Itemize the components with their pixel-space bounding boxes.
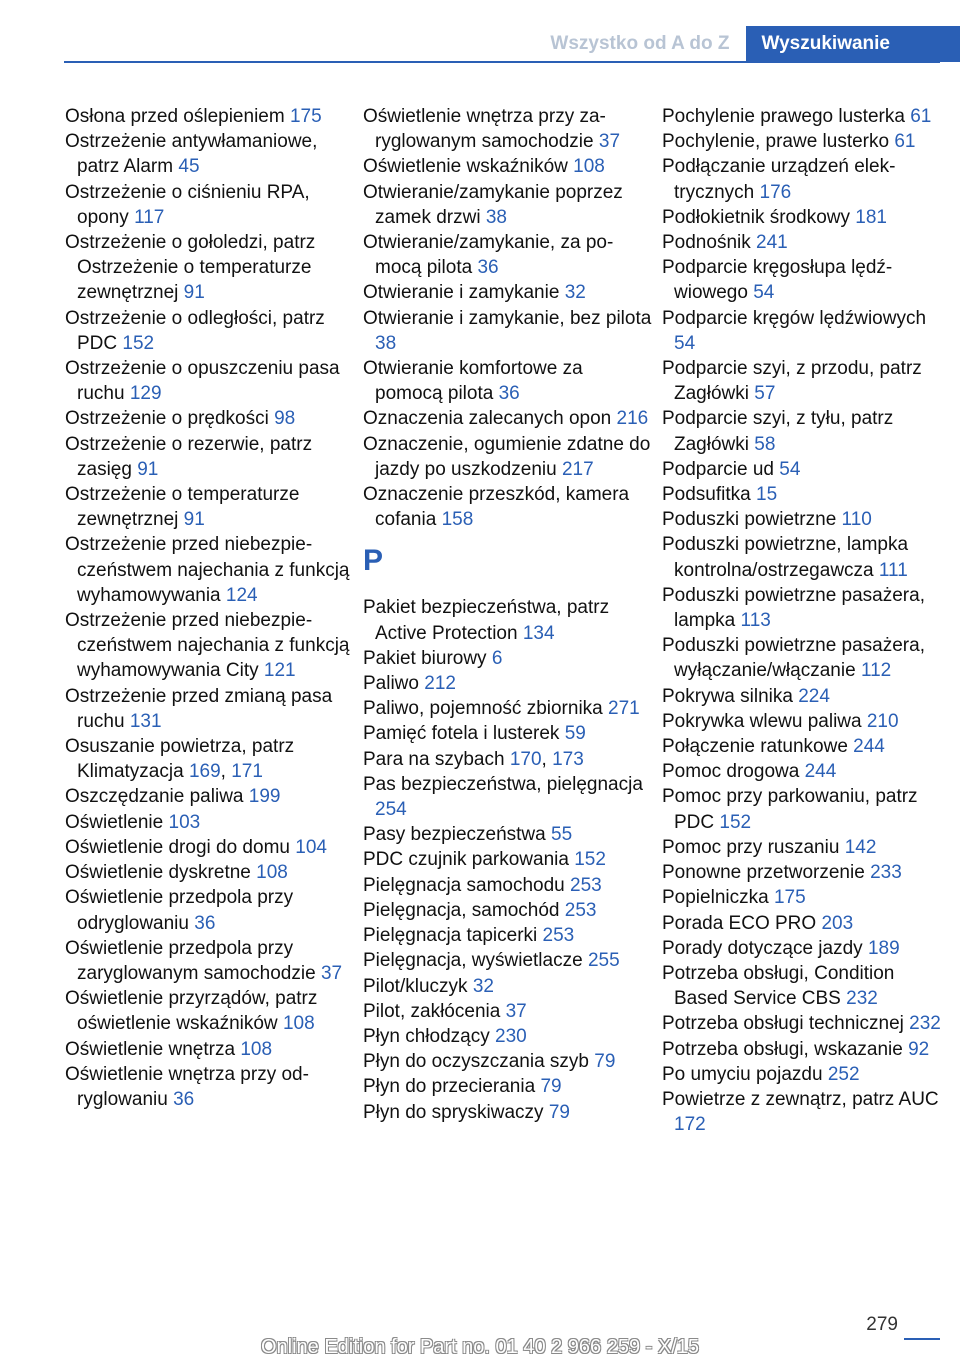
page-reference-link[interactable]: 79 xyxy=(540,1076,562,1098)
page-reference-link[interactable]: 104 xyxy=(295,836,327,858)
page-reference-link[interactable]: 124 xyxy=(225,584,258,606)
page-reference-link[interactable]: 230 xyxy=(495,1025,527,1047)
page-reference-link[interactable]: 172 xyxy=(674,1114,706,1136)
index-entry xyxy=(662,1037,952,1062)
page-reference-link[interactable]: 79 xyxy=(594,1051,616,1073)
index-entry xyxy=(363,230,653,280)
index-entry xyxy=(65,885,355,935)
index-entry-text: PDC czujnik parkowania xyxy=(363,849,569,871)
index-entry-text: Oznaczenia zalecanych opon xyxy=(363,408,612,430)
index-entry xyxy=(363,356,653,406)
index-entry xyxy=(662,482,952,507)
index-column-2 xyxy=(363,104,653,1125)
index-entry xyxy=(662,583,952,633)
index-entry xyxy=(65,1062,355,1112)
index-entry-text: Oświetlenie wnętrza przy zaryglowanym samochodzie xyxy=(363,106,606,153)
page-reference-link[interactable]: 232 xyxy=(846,988,878,1010)
index-entry-text: Ostrzeżenie o opuszczeniu pasa ruchu xyxy=(65,358,340,405)
page-reference-link[interactable]: 175 xyxy=(289,106,322,127)
index-entry-text: Oszczędzanie paliwa xyxy=(65,786,244,808)
index-entry xyxy=(662,835,952,860)
index-entry xyxy=(662,911,952,936)
page-reference-link[interactable]: 54 xyxy=(753,282,775,304)
index-entry xyxy=(65,986,355,1036)
index-entry-text: Podsufitka xyxy=(662,484,751,506)
index-entry xyxy=(363,999,653,1024)
index-entry xyxy=(363,721,653,746)
index-entry-text: Podparcie ud xyxy=(662,458,774,480)
index-entry-text: Otwieranie komfortowe za pomocą pilota xyxy=(363,358,583,405)
index-entry-text: Potrzeba obsługi, Condition Based Service CBS xyxy=(662,962,895,1010)
index-entry xyxy=(363,948,653,973)
index-entry-text: Podparcie szyi, z tyłu, patrz Zagłówki xyxy=(662,408,894,455)
index-entry-text: Oświetlenie wskaźników xyxy=(363,156,568,178)
page-reference-link[interactable]: 15 xyxy=(756,484,778,506)
index-entry xyxy=(662,684,952,709)
index-entry xyxy=(65,835,355,860)
index-entry-text: Podparcie kręgosłupa lędźwiowego xyxy=(662,257,893,304)
page-reference-link[interactable]: 36 xyxy=(498,383,520,405)
index-entry-text: Oznaczenie przeszkód, kamera cofania xyxy=(363,484,630,531)
page-reference-link[interactable]: 252 xyxy=(827,1063,860,1085)
index-entry xyxy=(363,482,653,532)
index-entry-text: Pakiet bezpieczeństwa, patrz Active Protection xyxy=(363,597,610,644)
page-reference-link[interactable]: 38 xyxy=(485,206,507,228)
index-entry xyxy=(662,961,952,1011)
index-entry-text: Poduszki powietrzne pasażera, wyłączanie/włączanie xyxy=(662,635,925,682)
page-reference-link[interactable]: 173 xyxy=(552,748,584,770)
index-entry xyxy=(65,936,355,986)
index-entry-text: Ostrzeżenie o odległości, patrz PDC xyxy=(65,307,325,354)
index-entry xyxy=(363,873,653,898)
index-entry xyxy=(662,860,952,885)
index-entry xyxy=(662,885,952,910)
index-entry-text: Osłona przed oślepieniem xyxy=(65,106,285,127)
index-entry xyxy=(363,1024,653,1049)
index-entry-text: Podłączanie urządzeń elektrycznych xyxy=(662,156,896,203)
index-entry-text: Poduszki powietrzne xyxy=(662,509,837,531)
page-reference-link[interactable]: 217 xyxy=(561,458,594,480)
index-entry-text: Powietrze z zewnątrz, patrz AUC xyxy=(662,1088,939,1110)
index-entry xyxy=(662,205,952,230)
index-entry xyxy=(662,1011,952,1036)
page-reference-link[interactable]: 121 xyxy=(263,660,296,682)
index-entry xyxy=(363,104,653,154)
index-entry xyxy=(662,306,952,356)
page-reference-link[interactable]: 158 xyxy=(441,509,474,531)
page-reference-link[interactable]: 57 xyxy=(754,383,776,405)
page-reference-link[interactable]: 152 xyxy=(574,849,606,871)
index-entry xyxy=(662,457,952,482)
index-entry-text: Ostrzeżenie o gołoledzi, patrz Ostrzeżenie o temperaturze zewnętrznej xyxy=(65,232,316,304)
page-reference-link[interactable]: 111 xyxy=(878,559,908,581)
index-entry xyxy=(363,646,653,671)
index-entry xyxy=(65,230,355,306)
index-entry-text: Pomoc przy ruszaniu xyxy=(662,836,840,858)
index-entry: Para na szybach 170, 173 xyxy=(363,748,584,770)
page-reference-link[interactable]: 98 xyxy=(274,408,296,430)
index-entry-text: Pamięć fotela i lusterek xyxy=(363,723,560,745)
index-entry-text: Podnośnik xyxy=(662,232,751,254)
page-reference-link[interactable]: 203 xyxy=(821,912,854,934)
page-reference-link[interactable]: 212 xyxy=(424,673,456,695)
index-entry-text: Otwieranie/zamykanie, za pomocą pilota xyxy=(363,232,614,279)
header-divider xyxy=(64,61,940,63)
page-reference-link[interactable]: 58 xyxy=(754,433,776,455)
index-entry xyxy=(65,406,355,431)
page-number: 279 xyxy=(866,1314,898,1335)
header-tabs xyxy=(534,26,960,62)
tab-search[interactable]: Wyszukiwanie xyxy=(746,26,960,62)
page-reference-link[interactable]: 176 xyxy=(759,181,792,203)
index-entry-text: Otwieranie i zamykanie xyxy=(363,282,560,304)
index-entry-text: Pilot, zakłócenia xyxy=(363,1000,501,1022)
index-entry-text: Podłokietnik środkowy xyxy=(662,206,850,228)
index-entry-text: Połączenie ratunkowe xyxy=(662,736,848,758)
page-reference-link[interactable]: 37 xyxy=(598,131,621,153)
page-reference-link[interactable]: 32 xyxy=(564,282,586,304)
index-column-3 xyxy=(662,104,952,1137)
page-reference-link[interactable]: 59 xyxy=(564,723,586,745)
index-entry xyxy=(363,822,653,847)
index-entry-text: Ostrzeżenie o prędkości xyxy=(65,408,269,430)
tab-a-to-z[interactable]: Wszystko od A do Z xyxy=(534,26,745,62)
index-entry-text: Ostrzeżenie antywłamaniowe, patrz Alarm xyxy=(65,131,318,178)
page-reference-link[interactable]: 108 xyxy=(240,1038,273,1060)
index-entry xyxy=(662,129,952,154)
index-entry-text: Pomoc przy parkowaniu, patrz PDC xyxy=(662,786,918,833)
index-entry xyxy=(363,154,653,179)
page-reference-link[interactable]: 6 xyxy=(491,647,503,669)
page-reference-link[interactable]: 36 xyxy=(194,912,216,934)
page-reference-link[interactable]: 110 xyxy=(841,509,872,531)
index-entry-text: Po umyciu pojazdu xyxy=(662,1063,823,1085)
index-entry-text: Ostrzeżenie przed niebezpieczeństwem najechania z funkcją wyhamowywania City xyxy=(65,610,350,682)
page-reference-link[interactable]: 253 xyxy=(570,874,602,896)
index-entry xyxy=(662,154,952,204)
index-entry xyxy=(363,280,653,305)
index-entry-text: Oświetlenie xyxy=(65,811,164,833)
page-reference-link[interactable]: 91 xyxy=(183,282,205,304)
index-entry xyxy=(65,784,355,809)
index-entry-text: Oświetlenie przyrządów, patrz oświetlenie wskaźników xyxy=(65,988,318,1035)
page-reference-link[interactable]: 131 xyxy=(129,710,162,732)
index-entry-text: Ostrzeżenie o rezerwie, patrz zasięg xyxy=(65,433,313,480)
index-entry xyxy=(662,406,952,456)
index-entry-text: Osuszanie powietrza, patrz Klimatyzacja xyxy=(65,736,295,783)
index-entry-text: Pielęgnacja, wyświetlacze xyxy=(363,950,583,972)
index-entry-text: Pokrywa silnika xyxy=(662,685,793,707)
index-entry-text: Oświetlenie wnętrza xyxy=(65,1038,236,1060)
page-reference-link[interactable]: 142 xyxy=(844,836,877,858)
page-reference-link[interactable]: 152 xyxy=(122,332,155,354)
page-reference-link[interactable]: 37 xyxy=(320,962,343,984)
index-entry-text: Otwieranie/zamykanie poprzez zamek drzwi xyxy=(363,181,623,228)
index-entry-text: Oświetlenie przedpola przy odryglowaniu xyxy=(65,887,294,934)
index-entry-text: Płyn do przecierania xyxy=(363,1076,536,1098)
index-entry-text: Pasy bezpieczeństwa xyxy=(363,824,546,846)
page-reference-link[interactable]: 79 xyxy=(548,1101,570,1123)
page-reference-link[interactable]: 253 xyxy=(564,899,597,921)
index-entry xyxy=(65,860,355,885)
footer-edition: Online Edition for Part no. 01 40 2 966 259 - X/15 xyxy=(260,1336,700,1358)
page-reference-link[interactable]: 117 xyxy=(134,206,165,228)
index-entry xyxy=(363,180,653,230)
page-reference-link[interactable]: 216 xyxy=(616,408,649,430)
index-entry xyxy=(363,898,653,923)
index-entry xyxy=(363,772,653,822)
page-reference-link[interactable]: 103 xyxy=(168,811,201,833)
index-entry xyxy=(662,532,952,582)
page-reference-link[interactable]: 91 xyxy=(137,458,159,480)
page-reference-link[interactable]: 189 xyxy=(867,937,900,959)
page-reference-link[interactable]: 175 xyxy=(773,887,806,909)
index-entry-text: Pakiet biurowy xyxy=(363,647,487,669)
page-reference-link[interactable]: 37 xyxy=(505,1000,527,1022)
index-entry-text: Oświetlenie drogi do domu xyxy=(65,836,290,858)
index-entry xyxy=(662,104,952,129)
index-entry xyxy=(65,356,355,406)
index-entry xyxy=(363,1049,653,1074)
index-entry xyxy=(662,633,952,683)
page-reference-link[interactable]: 254 xyxy=(375,799,407,821)
index-entry xyxy=(662,507,952,532)
index-entry-text: Oświetlenie dyskretne xyxy=(65,862,251,884)
index-entry xyxy=(363,306,653,356)
index-entry-text: Potrzeba obsługi technicznej xyxy=(662,1013,904,1035)
index-entry xyxy=(662,936,952,961)
index-entry xyxy=(662,759,952,784)
index-entry-text: Potrzeba obsługi, wskazanie xyxy=(662,1038,903,1060)
index-entry xyxy=(65,432,355,482)
index-entry xyxy=(662,734,952,759)
index-entry xyxy=(662,709,952,734)
page-reference-link[interactable]: 54 xyxy=(674,332,696,354)
page-reference-link[interactable]: 171 xyxy=(231,761,263,783)
index-entry-text: Pochylenie prawego lusterka xyxy=(662,106,905,127)
index-entry-text: Pochylenie, prawe lusterko xyxy=(662,131,890,153)
index-entry xyxy=(662,230,952,255)
page-reference-link[interactable]: 36 xyxy=(477,257,499,279)
page-reference-link[interactable]: 108 xyxy=(256,862,288,884)
page-reference-link[interactable]: 210 xyxy=(866,710,899,732)
index-entry-text: Porady dotyczące jazdy xyxy=(662,937,863,959)
index-entry-text: Paliwo xyxy=(363,673,419,695)
index-entry xyxy=(65,1037,355,1062)
index-entry-text: Popielniczka xyxy=(662,887,769,909)
index-entry-text: Otwieranie i zamykanie, bez pilota xyxy=(363,307,652,329)
index-entry xyxy=(65,482,355,532)
page-reference-link[interactable]: 108 xyxy=(573,156,605,178)
index-entry-text: Ostrzeżenie o ciśnieniu RPA, opony xyxy=(65,181,310,228)
index-entry xyxy=(363,432,653,482)
page-reference-link[interactable]: 170 xyxy=(509,748,542,770)
page-reference-link[interactable]: 45 xyxy=(178,156,200,178)
index-entry-text: Pielęgnacja, samochód xyxy=(363,899,560,921)
page-reference-link[interactable]: 241 xyxy=(756,232,788,254)
page-reference-link[interactable]: 152 xyxy=(719,811,752,833)
index-entry xyxy=(662,1062,952,1087)
page-reference-link[interactable]: 134 xyxy=(522,622,555,644)
page-reference-link[interactable]: 55 xyxy=(551,824,573,846)
index-entry xyxy=(662,1087,952,1137)
index-entry-text: Płyn do oczyszczania szyb xyxy=(363,1051,589,1073)
index-entry xyxy=(363,1074,653,1099)
page-reference-link[interactable]: 54 xyxy=(779,458,801,480)
index-entry xyxy=(363,1100,653,1125)
index-entry xyxy=(65,306,355,356)
page-reference-link[interactable]: 271 xyxy=(608,698,640,720)
index-entry-text: Ostrzeżenie przed niebezpieczeństwem najechania z funkcją wyhamowywania xyxy=(65,534,350,606)
index-entry-text: Płyn chłodzący xyxy=(363,1025,490,1047)
index-entry-text: Poduszki powietrzne pasażera, lampka xyxy=(662,584,925,632)
index-entry-text: Pas bezpieczeństwa, pielęgnacja xyxy=(363,773,643,795)
index-entry xyxy=(363,923,653,948)
page-reference-link[interactable]: 38 xyxy=(375,332,397,354)
index-entry xyxy=(65,104,355,129)
page-reference-link[interactable]: 181 xyxy=(855,206,887,228)
page-reference-link[interactable]: 224 xyxy=(798,685,830,707)
index-entry xyxy=(363,595,653,645)
index-entry xyxy=(363,974,653,999)
index-entry-text: Para na szybach xyxy=(363,748,505,770)
index-entry-text: Poduszki powietrzne, lampka kontrolna/ostrzegawcza xyxy=(662,534,909,581)
page-reference-link[interactable]: 108 xyxy=(282,1013,315,1035)
index-entry-text: Pilot/kluczyk xyxy=(363,975,468,997)
page-reference-link[interactable]: 244 xyxy=(804,761,837,783)
page-reference-link[interactable]: 199 xyxy=(248,786,281,808)
page-reference-link[interactable]: 32 xyxy=(472,975,494,997)
page-reference-link[interactable]: 255 xyxy=(587,950,620,972)
page-reference-link[interactable]: 169 xyxy=(188,761,221,783)
page-reference-link[interactable]: 253 xyxy=(542,925,575,947)
index-entry-text: Oznaczenie, ogumienie zdatne do jazdy po uszkodzeniu xyxy=(363,433,651,480)
index-entry xyxy=(65,532,355,608)
index-letter-heading: P xyxy=(363,544,384,578)
page-reference-link[interactable]: 92 xyxy=(908,1038,930,1060)
index-entry xyxy=(662,356,952,406)
index-entry-text: Ponowne przetworzenie xyxy=(662,862,865,884)
page-reference-link[interactable]: 244 xyxy=(853,736,885,758)
index-entry-text: Oświetlenie wnętrza przy odryglowaniu xyxy=(65,1063,309,1110)
index-entry-text: Podparcie szyi, z przodu, patrz Zagłówki xyxy=(662,358,922,405)
page-reference-link[interactable]: 112 xyxy=(860,660,892,682)
index-entry xyxy=(363,696,653,721)
page-reference-link[interactable]: 61 xyxy=(910,106,932,127)
index-entry-text: Pielęgnacja tapicerki xyxy=(363,925,538,947)
index-entry xyxy=(363,847,653,872)
index-entry xyxy=(65,684,355,734)
index-entry xyxy=(65,810,355,835)
index-entry-text: Ostrzeżenie przed zmianą pasa ruchu xyxy=(65,685,333,732)
index-entry-text: Płyn do spryskiwaczy xyxy=(363,1101,544,1123)
index-entry xyxy=(65,608,355,684)
index-entry: Osuszanie powietrza, patrz Klimatyzacja 169, 171 xyxy=(65,736,295,783)
page-reference-link[interactable]: 232 xyxy=(909,1013,941,1035)
page-reference-link[interactable]: 36 xyxy=(173,1088,195,1110)
page-reference-link[interactable]: 91 xyxy=(183,509,205,531)
index-entry xyxy=(65,129,355,179)
index-entry-text: Podparcie kręgów lędźwiowych xyxy=(662,307,927,329)
index-entry-text: Oświetlenie przedpola przy zaryglowanym samochodzie xyxy=(65,937,316,984)
page-reference-link[interactable]: 129 xyxy=(129,383,162,405)
index-entry-text: Porada ECO PRO xyxy=(662,912,817,934)
page-reference-link[interactable]: 113 xyxy=(740,610,771,632)
index-entry xyxy=(363,406,653,431)
index-entry-text: Paliwo, pojemność zbiornika xyxy=(363,698,603,720)
index-entry-text: Ostrzeżenie o temperaturze zewnętrznej xyxy=(65,484,300,531)
index-entry xyxy=(363,671,653,696)
index-entry-text: Pokrywka wlewu paliwa xyxy=(662,710,862,732)
index-column-1 xyxy=(65,104,355,1112)
index-entry xyxy=(65,180,355,230)
page-reference-link[interactable]: 61 xyxy=(894,131,916,153)
index-entry-text: Pomoc drogowa xyxy=(662,761,800,783)
index-entry-text: Pielęgnacja samochodu xyxy=(363,874,565,896)
index-entry xyxy=(662,784,952,834)
index-entry xyxy=(662,255,952,305)
page-reference-link[interactable]: 233 xyxy=(870,862,902,884)
